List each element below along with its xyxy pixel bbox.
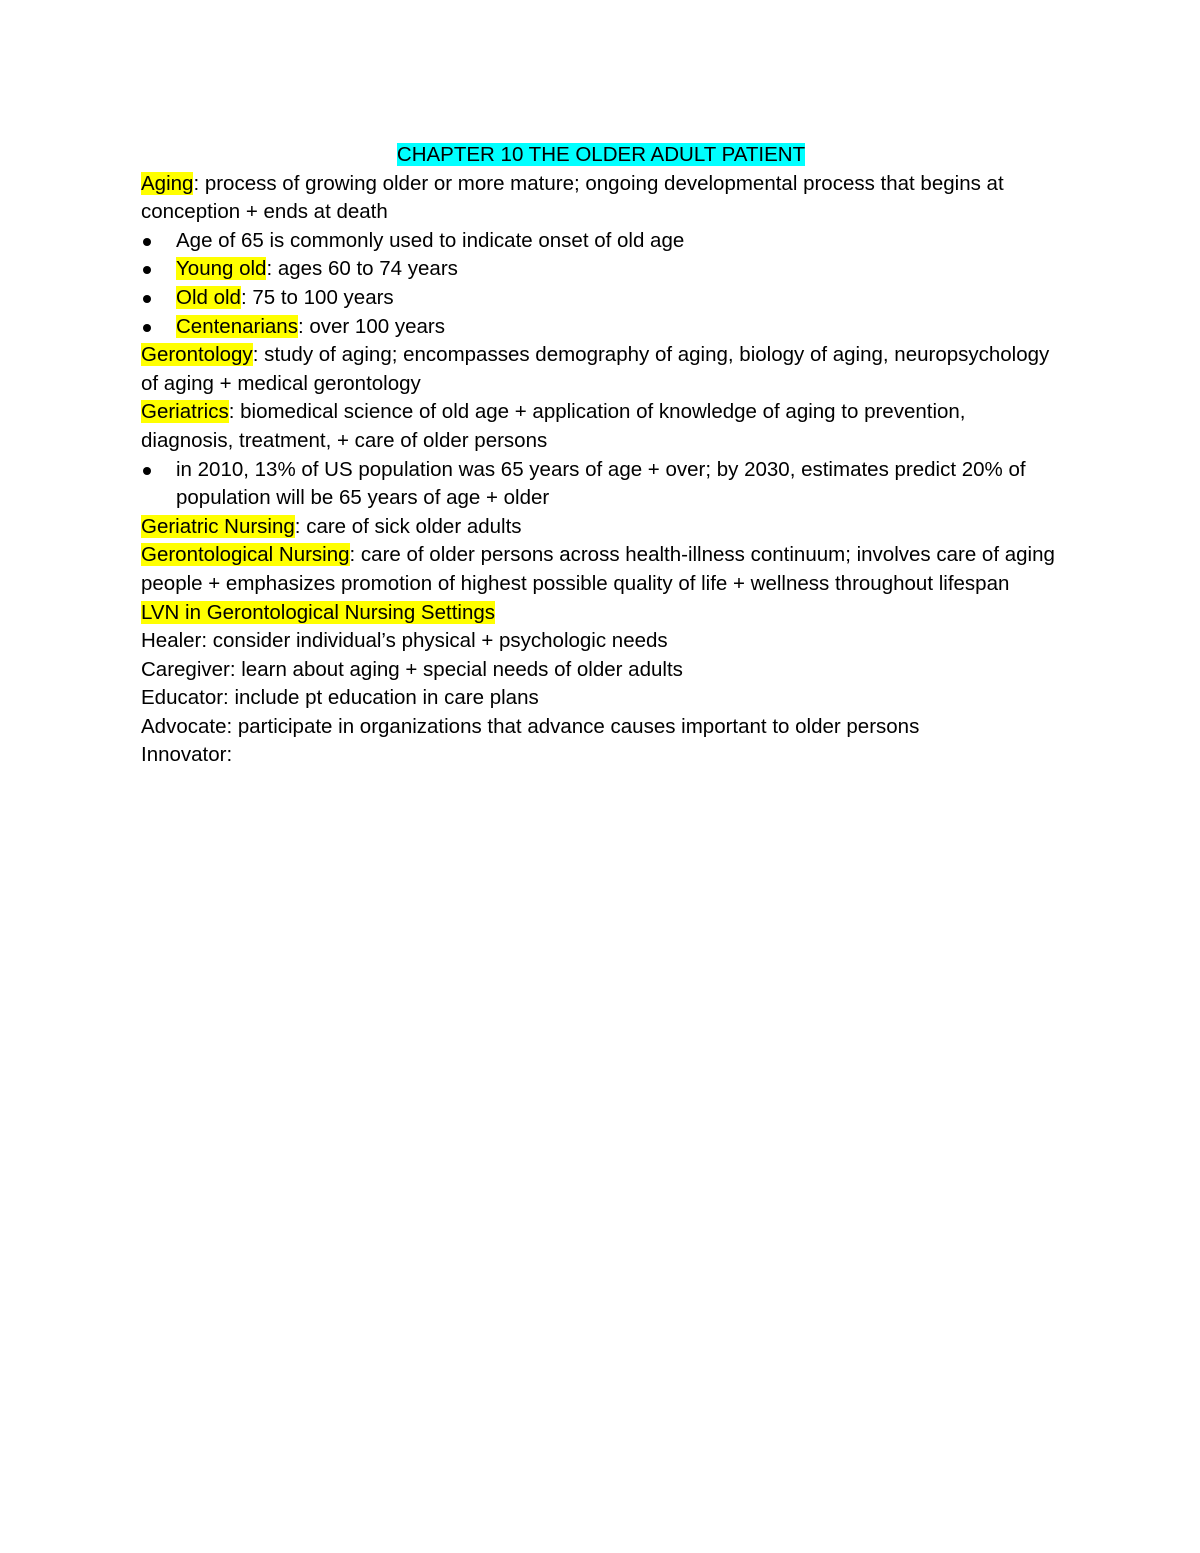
list-item <box>141 284 1061 313</box>
geriatrics-bullet-list <box>141 456 1061 513</box>
aging-definition: : process of growing older or more mature; ongoing developmental process that begins at conception + ends at death <box>141 171 1004 224</box>
lvn-heading-line <box>141 599 1061 628</box>
geriatrics-paragraph <box>141 398 1061 455</box>
bullet-icon <box>143 266 151 274</box>
gerontology-paragraph <box>141 341 1061 398</box>
aging-paragraph <box>141 170 1061 227</box>
bullet-text: in 2010, 13% of US population was 65 years of age + over; by 2030, estimates predict 20% of population will be 65 years of age + older <box>176 457 1026 510</box>
chapter-title: CHAPTER 10 THE OLDER ADULT PATIENT <box>396 143 806 166</box>
centenarians-term: Centenarians <box>176 314 298 338</box>
young-old-term: Young old <box>176 257 267 281</box>
geriatrics-definition: : biomedical science of old age + application of knowledge of aging to prevention, diagnosis, treatment, + care of older persons <box>141 400 966 452</box>
lvn-section-heading: LVN in Gerontological Nursing Settings <box>141 600 495 624</box>
role-educator: Educator: include pt education in care plans <box>141 686 539 710</box>
aging-term: Aging <box>141 171 194 195</box>
bullet-icon <box>143 467 151 475</box>
list-item <box>141 456 1061 513</box>
document-body <box>141 141 1061 770</box>
list-item <box>141 255 1061 284</box>
bullet-text: : ages 60 to 74 years <box>266 257 458 281</box>
title-line <box>141 141 1061 170</box>
old-old-term: Old old <box>176 285 241 309</box>
gerontological-nursing-paragraph <box>141 541 1061 598</box>
bullet-icon <box>143 324 151 332</box>
role-healer: Healer: consider individual’s physical + psychologic needs <box>141 629 668 653</box>
geriatric-nursing-definition: : care of sick older adults <box>294 514 522 538</box>
geriatric-nursing-term: Geriatric Nursing <box>141 514 295 538</box>
bullet-icon <box>143 295 151 303</box>
gerontology-definition: : study of aging; encompasses demography of aging, biology of aging, neuropsychology of aging + medical gerontology <box>141 343 1050 395</box>
role-caregiver: Caregiver: learn about aging + special needs of older adults <box>141 657 683 681</box>
list-item <box>141 313 1061 342</box>
gerontology-term: Gerontology <box>141 343 253 367</box>
bullet-icon <box>143 238 151 246</box>
role-advocate: Advocate: participate in organizations that advance causes important to older persons <box>141 714 920 738</box>
bullet-text: : 75 to 100 years <box>240 285 394 309</box>
list-item <box>141 227 1061 256</box>
bullet-text: : over 100 years <box>297 314 445 338</box>
role-innovator: Innovator: <box>141 743 233 767</box>
gerontological-nursing-definition: : care of older persons across health-illness continuum; involves care of aging people + emphasizes promotion of highest possible quality of life + wellness throughout lifespan <box>141 543 1055 595</box>
geriatric-nursing-paragraph <box>141 513 1061 542</box>
aging-bullet-list <box>141 227 1061 341</box>
geriatrics-term: Geriatrics <box>141 400 229 424</box>
gerontological-nursing-term: Gerontological Nursing <box>141 543 350 567</box>
bullet-text: Age of 65 is commonly used to indicate onset of old age <box>176 228 685 252</box>
